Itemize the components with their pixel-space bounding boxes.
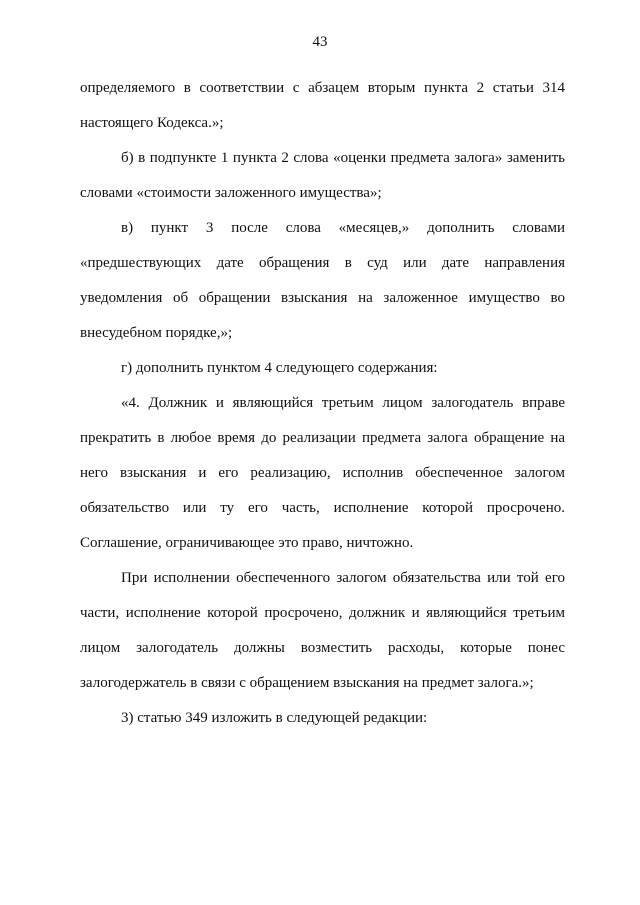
text-line: залогодержатель в связи с обращением взыскания на предмет залога.»; [80, 675, 534, 691]
text-line: словами «стоимости заложенного имущества»; [80, 185, 382, 201]
paragraph-5 [80, 386, 565, 561]
text-line: «предшествующих дате обращения в суд или дате направления [80, 255, 565, 271]
paragraph-7 [80, 701, 565, 736]
paragraph-3 [80, 211, 565, 351]
page-number: 43 [312, 34, 328, 50]
text-line: части, исполнение которой просрочено, должник и являющийся третьим [80, 605, 565, 621]
text-line: «4. Должник и являющийся третьим лицом залогодатель вправе [121, 395, 565, 411]
paragraph-6 [80, 561, 565, 701]
text-line: настоящего Кодекса.»; [80, 115, 224, 131]
text-line: в) пункт 3 после слова «месяцев,» дополнить словами [121, 220, 565, 236]
text-line: него взыскания и его реализацию, исполнив обеспеченное залогом [80, 465, 565, 481]
paragraph-1 [80, 71, 565, 141]
text-line: Соглашение, ограничивающее это право, ничтожно. [80, 535, 414, 551]
text-line: 3) статью 349 изложить в следующей редакции: [121, 710, 428, 726]
text-line: определяемого в соответствии с абзацем вторым пункта 2 статьи 314 [80, 80, 565, 96]
text-line: внесудебном порядке,»; [80, 325, 233, 341]
text-line: прекратить в любое время до реализации предмета залога обращение на [80, 430, 565, 446]
text-line: лицом залогодатель должны возместить расходы, которые понес [80, 640, 565, 656]
document-body [80, 71, 565, 736]
text-line: б) в подпункте 1 пункта 2 слова «оценки предмета залога» заменить [121, 150, 565, 166]
text-line: обязательство или ту его часть, исполнение которой просрочено. [80, 500, 565, 516]
paragraph-4 [80, 351, 565, 386]
paragraph-2 [80, 141, 565, 211]
text-line: При исполнении обеспеченного залогом обязательства или той его [121, 570, 565, 586]
text-line: уведомления об обращении взыскания на заложенное имущество во [80, 290, 565, 306]
text-line: г) дополнить пунктом 4 следующего содержания: [121, 360, 438, 376]
